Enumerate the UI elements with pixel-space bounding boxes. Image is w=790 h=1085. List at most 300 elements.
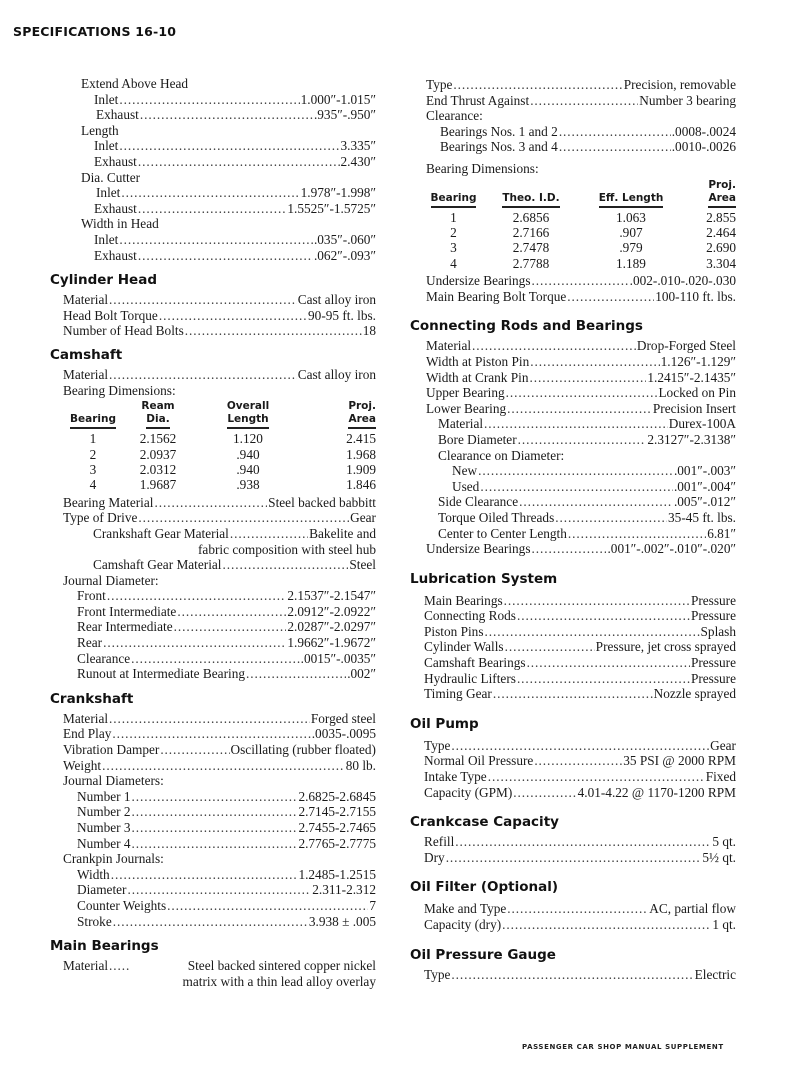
spec-value: 2.0287″-2.0297″	[287, 619, 376, 635]
spec-label: End Play	[63, 726, 112, 742]
spec-value: 6.81″	[707, 525, 736, 541]
spec-label: Width	[77, 866, 110, 882]
spec-label: Rear	[77, 635, 103, 651]
spec-value: Pressure, jet cross sprayed	[595, 639, 736, 655]
spec-row	[50, 820, 376, 836]
table-cell: 1	[450, 209, 457, 225]
spec-value: 2.0912″-2.0922″	[287, 603, 376, 619]
spec-continuation: matrix with a thin lead alloy overlay	[182, 973, 376, 989]
spec-label: Side Clearance	[438, 494, 519, 510]
spec-label: Rear Intermediate	[77, 619, 173, 635]
table-cell: 2.855	[706, 209, 736, 225]
section-title-oil-pressure-gauge: Oil Pressure Gauge	[410, 946, 556, 963]
leader-dots	[177, 604, 286, 620]
spec-row	[50, 619, 376, 635]
spec-row	[410, 338, 736, 354]
lubrication-list	[410, 593, 736, 702]
leader-dots	[111, 867, 298, 883]
table-cell: 1	[89, 431, 97, 447]
spec-row	[410, 834, 736, 850]
spec-value: .001″-.003″	[673, 463, 736, 479]
spec-row	[50, 789, 376, 805]
spec-row	[410, 738, 736, 754]
spec-value: Pressure	[690, 608, 736, 624]
main-bearing-table	[426, 179, 736, 272]
spec-group-label: Extend Above Head	[81, 76, 189, 91]
spec-group-label: Length	[81, 122, 119, 138]
spec-row: Material . . . Steel backed sintered copper nickel	[50, 958, 376, 974]
spec-label: Normal Oil Pressure	[424, 753, 534, 769]
spec-row: Bearings Nos. 3 and 4 . . . .0010-.0026	[410, 139, 736, 155]
spec-row	[410, 416, 736, 432]
spec-row: Material . . . Cast alloy iron	[50, 292, 376, 308]
spec-value: 35-45 ft. lbs.	[668, 509, 736, 525]
spec-label: Intake Type	[424, 769, 487, 785]
leader-dots	[478, 463, 673, 479]
spec-row: Material . . . Cast alloy iron	[50, 367, 376, 383]
spec-label: Used	[452, 478, 480, 494]
leader-dots	[488, 769, 705, 785]
spec-value: 2.3127″-2.3138″	[647, 431, 736, 447]
spec-row	[410, 901, 736, 917]
table-row	[63, 447, 376, 462]
column-header: Proj. Area	[681, 179, 736, 210]
spec-row	[410, 354, 736, 370]
section-title-oil-pump: Oil Pump	[410, 715, 479, 732]
spec-row: Type . . . Precision, removable	[410, 77, 736, 93]
spec-row	[410, 510, 736, 526]
leader-dots	[472, 338, 636, 354]
crankcase-capacity-list	[410, 834, 736, 865]
spec-row	[410, 686, 736, 702]
clearance-on-diameter-list	[410, 463, 736, 494]
spec-label: Center to Center Length	[438, 525, 567, 541]
spec-row	[410, 479, 736, 495]
spec-label: Number 4	[77, 835, 131, 851]
spec-label: Front Intermediate	[77, 603, 177, 619]
spec-row: Undersize Bearings . . . .001″-.002″-.010″-.020″	[410, 541, 736, 557]
spec-value: Pressure	[690, 655, 736, 671]
spec-label: Width at Piston Pin	[426, 353, 530, 369]
table-cell: .940	[236, 446, 260, 462]
leader-dots	[112, 726, 310, 742]
table-cell: 1.120	[233, 431, 263, 447]
leader-dots	[246, 666, 346, 682]
spec-value: Locked on Pin	[658, 385, 736, 401]
leader-dots	[505, 639, 595, 655]
table-cell: 2.6856	[512, 209, 550, 225]
leader-dots	[568, 526, 706, 542]
leader-dots	[518, 432, 647, 448]
column-header: Theo. I.D.	[481, 179, 581, 210]
spec-value: .001″-.004″	[673, 478, 736, 494]
leader-dots	[160, 742, 229, 758]
spec-value: .002″	[347, 666, 376, 682]
spec-group-label: Clearance on Diameter:	[438, 447, 565, 463]
leader-dots	[167, 898, 368, 914]
spec-value: Splash	[700, 623, 736, 639]
spec-row	[410, 432, 736, 448]
spec-row	[50, 898, 376, 914]
spec-label: Diameter	[77, 882, 127, 898]
spec-value: Forged steel	[310, 710, 376, 726]
spec-label: Dry	[424, 849, 445, 865]
spec-value: .0015″-.0035″	[300, 650, 376, 666]
table-cell: .938	[236, 477, 260, 493]
leader-dots	[534, 753, 622, 769]
left-column	[50, 76, 376, 989]
oil-pump-list	[410, 738, 736, 800]
spec-row	[410, 608, 736, 624]
table-row	[63, 462, 376, 477]
table-cell: .907	[619, 224, 643, 240]
spec-value: 2.1537″-2.1547″	[287, 588, 376, 604]
spec-label: Torque Oiled Threads	[438, 509, 555, 525]
spec-label: Weight	[63, 757, 102, 773]
spec-label: Width at Crank Pin	[426, 369, 529, 385]
spec-row	[410, 370, 736, 386]
spec-value: 5½ qt.	[702, 849, 736, 865]
leader-dots	[103, 635, 286, 651]
table-cell: 1.846	[346, 477, 376, 493]
spec-row	[50, 666, 376, 682]
spec-row	[410, 593, 736, 609]
spec-label: Material	[438, 416, 484, 432]
spec-value: 80 lb.	[345, 757, 376, 773]
page-footer: PASSENGER CAR SHOP MANUAL SUPPLEMENT	[522, 1043, 724, 1051]
leader-dots	[107, 588, 287, 604]
spec-row	[410, 753, 736, 769]
spec-value: 1 qt.	[712, 917, 736, 932]
spec-value: Oscillating (rubber floated)	[230, 742, 376, 758]
spec-value: AC, partial flow	[649, 901, 736, 917]
spec-label: Make and Type	[424, 901, 507, 917]
journal-diameter-list	[50, 588, 376, 682]
spec-row: Inlet . . . 3.335″	[50, 138, 376, 154]
spec-row	[50, 711, 376, 727]
column-header: Eff. Length	[581, 179, 681, 210]
table-row	[426, 240, 736, 255]
leader-dots	[517, 608, 690, 624]
spec-row: Bearings Nos. 1 and 2 . . . .0008-.0024	[410, 124, 736, 140]
connecting-rods-more-list	[410, 494, 736, 541]
spec-row	[50, 604, 376, 620]
leader-dots	[451, 738, 709, 754]
leader-dots	[174, 619, 287, 635]
spec-label: Number 2	[77, 804, 131, 820]
table-cell: 1.189	[616, 255, 646, 271]
leader-dots	[519, 494, 673, 510]
spec-row	[50, 882, 376, 898]
spec-label: Camshaft Bearings	[424, 655, 526, 671]
spec-value: 5 qt.	[712, 834, 736, 850]
spec-row: End Thrust Against . . . Number 3 bearing	[410, 93, 736, 109]
leader-dots	[132, 789, 298, 805]
spec-value: .005″-.012″	[673, 494, 736, 510]
table-cell: 1.9687	[139, 477, 177, 493]
spec-label: Stroke	[77, 913, 112, 929]
spec-row	[410, 526, 736, 542]
spec-row	[410, 639, 736, 655]
table-header-row	[63, 400, 376, 431]
spec-label: Capacity (dry)	[424, 917, 502, 932]
table-cell: 3	[450, 240, 457, 256]
spec-label: Runout at Intermediate Bearing	[77, 666, 246, 682]
spec-row: Main Bearing Bolt Torque . . . 100-110 ft. lbs.	[410, 289, 736, 305]
table-cell: 2.1562	[139, 431, 177, 447]
spec-label: Connecting Rods	[424, 608, 516, 624]
column-header: Bearing	[63, 400, 123, 431]
spec-value: Pressure	[690, 670, 736, 686]
spec-value: Pressure	[690, 592, 736, 608]
oil-filter-list	[410, 901, 736, 932]
section-title-crankcase-capacity: Crankcase Capacity	[410, 814, 559, 831]
lower-bearing-list	[410, 416, 736, 447]
spec-label: Timing Gear	[424, 686, 492, 702]
page-header: SPECIFICATIONS 16-10	[13, 24, 177, 39]
spec-label: Number 3	[77, 820, 131, 835]
spec-row	[410, 917, 736, 933]
spec-row	[50, 742, 376, 758]
spec-value: 1.2485-1.2515	[298, 866, 376, 882]
table-cell: 2.7478	[512, 240, 550, 256]
table-row	[426, 210, 736, 225]
journal-diameters-list	[50, 789, 376, 851]
spec-row	[410, 785, 736, 801]
spec-row	[410, 385, 736, 401]
leader-dots	[517, 671, 690, 687]
leader-dots	[506, 385, 658, 401]
spec-group-label: Crankpin Journals:	[63, 851, 164, 867]
spec-label: Clearance	[77, 650, 131, 666]
spec-row: Undersize Bearings . . . .002-.010-.020-.030	[410, 273, 736, 289]
camshaft-bearing-table	[63, 400, 376, 493]
leader-dots	[132, 804, 298, 820]
spec-value: Fixed	[705, 769, 736, 785]
spec-row	[50, 836, 376, 852]
leader-dots	[493, 686, 653, 702]
spec-label: New	[452, 463, 478, 479]
leader-dots	[484, 416, 668, 432]
section-title-camshaft: Camshaft	[50, 346, 123, 363]
spec-row	[50, 804, 376, 820]
leader-dots	[555, 510, 667, 526]
spec-value: .0035-.0095	[311, 726, 376, 742]
spec-row: Camshaft Gear Material . . . Steel	[50, 557, 376, 573]
section-title-cylinder-head: Cylinder Head	[50, 272, 157, 289]
table-row	[426, 225, 736, 240]
leader-dots	[507, 401, 652, 417]
spec-value: Nozzle sprayed	[653, 686, 736, 702]
spec-row	[50, 726, 376, 742]
spec-group-label: Dia. Cutter	[81, 169, 141, 185]
spec-row	[410, 494, 736, 510]
leader-dots	[502, 917, 711, 933]
spec-value: 1.2415″-2.1435″	[647, 369, 736, 385]
table-cell: 3.304	[706, 255, 736, 271]
table-cell: 1.968	[346, 446, 376, 462]
table-cell: .979	[619, 240, 643, 256]
spec-row: Type of Drive . . . Gear	[50, 510, 376, 526]
spec-row: Bearing Material . . . Steel backed babbitt	[50, 495, 376, 511]
connecting-rods-list	[410, 338, 736, 416]
crankshaft-list	[50, 711, 376, 773]
spec-value: 35 PSI @ 2000 RPM	[623, 753, 736, 769]
spec-continuation: fabric composition with steel hub	[198, 541, 376, 557]
spec-label: Type	[424, 966, 451, 982]
spec-value: Electric	[694, 966, 736, 982]
spec-value: Durex-100A	[668, 416, 736, 432]
column-header: Overall Length	[193, 400, 303, 431]
table-cell: 2.0312	[139, 461, 177, 477]
table-row	[426, 256, 736, 271]
leader-dots	[530, 354, 659, 370]
spec-value: Precision Insert	[652, 400, 736, 416]
spec-group-label: Journal Diameters:	[63, 773, 164, 789]
leader-dots	[109, 711, 310, 727]
spec-row: Inlet . . . .035″-.060″	[50, 232, 376, 248]
spec-label: Material	[426, 338, 472, 354]
section-title-oil-filter: Oil Filter (Optional)	[410, 879, 559, 896]
spec-group-label: Clearance:	[426, 108, 483, 124]
spec-value: 4.01-4.22 @ 1170-1200 RPM	[577, 784, 736, 800]
spec-row	[410, 401, 736, 417]
table-cell: 4	[89, 477, 97, 493]
section-title-lubrication: Lubrication System	[410, 570, 558, 587]
leader-dots	[451, 967, 693, 983]
leader-dots	[504, 593, 690, 609]
table-cell: 1.063	[616, 209, 646, 225]
spec-label: Hydraulic Lifters	[424, 670, 516, 686]
spec-label: Piston Pins	[424, 623, 484, 639]
table-cell: 2.7166	[512, 224, 550, 240]
spec-value: Drop-Forged Steel	[636, 338, 736, 354]
spec-value: 7	[369, 897, 376, 913]
spec-value: 1.9662″-1.9672″	[287, 635, 376, 651]
leader-dots	[132, 836, 298, 852]
spec-row	[50, 635, 376, 651]
spec-row	[50, 588, 376, 604]
spec-group-label: Bearing Dimensions:	[63, 382, 176, 398]
spec-label: Type	[424, 737, 451, 753]
spec-row: Exhaust . . . 2.430″	[50, 154, 376, 170]
spec-value: 2.7455-2.7465	[298, 820, 376, 835]
section-title-crankshaft: Crankshaft	[50, 690, 134, 707]
leader-dots	[455, 834, 711, 850]
spec-row: Head Bolt Torque . . . 90-95 ft. lbs.	[50, 308, 376, 324]
table-header-row	[426, 179, 736, 210]
spec-row	[410, 624, 736, 640]
spec-row	[50, 758, 376, 774]
spec-row	[410, 655, 736, 671]
spec-group-label: Width in Head	[81, 216, 159, 232]
spec-row	[410, 967, 736, 983]
crankpin-journals-list	[50, 867, 376, 929]
spec-label: Material	[63, 710, 109, 726]
section-title-main-bearings: Main Bearings	[50, 938, 159, 955]
section-title-connecting-rods: Connecting Rods and Bearings	[410, 318, 643, 335]
spec-row	[410, 769, 736, 785]
column-header: Bearing	[426, 179, 481, 210]
spec-label: Front	[77, 588, 106, 604]
leader-dots	[127, 882, 311, 898]
table-cell: 2.690	[706, 240, 736, 256]
spec-row: Inlet . . . 1.978″-1.998″	[50, 185, 376, 201]
leader-dots	[485, 624, 700, 640]
leader-dots	[507, 901, 648, 917]
spec-label: Cylinder Walls	[424, 639, 504, 655]
leader-dots	[480, 479, 673, 495]
spec-group-label: Journal Diameter:	[63, 572, 159, 588]
spec-label: Capacity (GPM)	[424, 784, 513, 800]
leader-dots	[131, 651, 300, 667]
table-row	[63, 431, 376, 446]
table-row	[63, 477, 376, 492]
spec-value: 2.7765-2.7775	[298, 835, 376, 851]
spec-value: 3.938 ± .005	[308, 913, 376, 929]
spec-row: Inlet . . . 1.000″-1.015″	[50, 92, 376, 108]
spec-value: 2.6825-2.6845	[298, 788, 376, 804]
table-cell: 2.7788	[512, 255, 550, 271]
spec-label: Counter Weights	[77, 897, 167, 913]
spec-row: Exhaust . . . 1.5525″-1.5725″	[50, 201, 376, 217]
table-cell: 2.0937	[139, 446, 177, 462]
spec-row: Number of Head Bolts . . . 18	[50, 323, 376, 339]
spec-row: Exhaust . . . .062″-.093″	[50, 248, 376, 264]
spec-value: 2.7145-2.7155	[298, 804, 376, 820]
leader-dots	[102, 758, 345, 774]
table-cell: 4	[450, 255, 457, 271]
spec-value: 1.126″-1.129″	[660, 353, 736, 369]
leader-dots	[527, 655, 690, 671]
spec-row	[50, 914, 376, 930]
table-cell: 2	[450, 224, 457, 240]
spec-label: Refill	[424, 834, 455, 850]
oil-pressure-gauge-list	[410, 967, 736, 983]
column-header: Ream Dia.	[123, 400, 193, 431]
right-column	[410, 77, 736, 982]
spec-row: Crankshaft Gear Material . . . Bakelite and	[50, 526, 376, 542]
spec-group-label: Bearing Dimensions:	[426, 160, 539, 176]
spec-label: Vibration Damper	[63, 742, 160, 758]
spec-label: Lower Bearing	[426, 400, 507, 416]
spec-row	[50, 651, 376, 667]
table-cell: 2.415	[346, 431, 376, 447]
spec-label: Number 1	[77, 788, 131, 804]
leader-dots	[113, 914, 308, 930]
spec-row	[410, 671, 736, 687]
spec-row: Exhaust . . . .935″-.950″	[50, 107, 376, 123]
table-cell: 1.909	[346, 461, 376, 477]
spec-label: Upper Bearing	[426, 385, 505, 401]
leader-dots	[132, 820, 298, 836]
spec-row	[410, 463, 736, 479]
table-cell: 3	[89, 461, 97, 477]
leader-dots	[513, 785, 576, 801]
spec-value: Gear	[710, 737, 736, 753]
spec-row	[410, 850, 736, 866]
leader-dots	[446, 850, 702, 866]
table-cell: 2.464	[706, 224, 736, 240]
table-cell: .940	[236, 461, 260, 477]
spec-label: Bore Diameter	[438, 431, 517, 447]
table-cell: 2	[89, 446, 97, 462]
column-header: Proj. Area	[303, 400, 376, 431]
spec-label: Main Bearings	[424, 592, 503, 608]
spec-row	[50, 867, 376, 883]
leader-dots	[530, 370, 647, 386]
spec-value: 2.311-2.312	[312, 882, 376, 898]
